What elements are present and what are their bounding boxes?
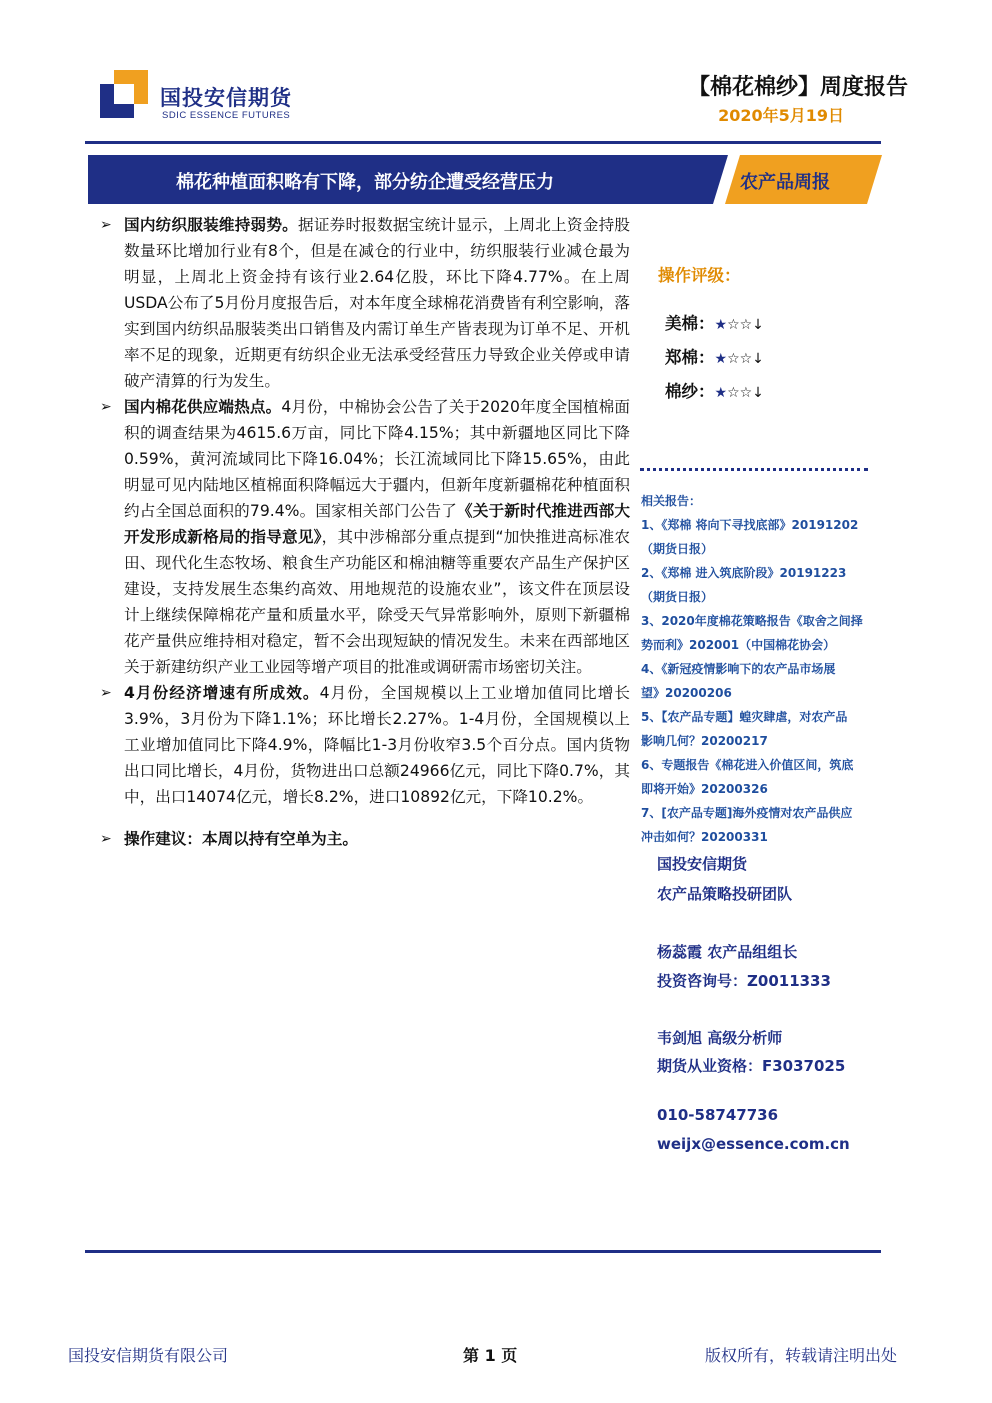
analyst-1-name: 杨蕊霞 农产品组组长 [657,943,798,961]
contact-email[interactable]: weijx@essence.com.cn [657,1135,850,1153]
related-report-source: 冲击如何？20200331 [641,830,768,844]
main-content [100,212,630,852]
footer-divider [85,1250,881,1253]
rating-stars [715,351,764,367]
paragraph-body-cont: ，其中涉棉部分重点提到“加快推进高标准农田、现代化生态牧场、粮食生产功能区和棉油糖等重要农产品生产保护区建设，支持发展生态集约高效、用地规范的设施农业”，该文件在顶层设计上继续保障棉花产量和质量水平，除受天气异常影响外，原则下新疆棉花产量供应维持相对稳定，暂不会出现短缺的情况发生。未来在西部地区关于新建纺织产业工业园等增产项目的批准或调研需市场密切关注。 [124,528,630,676]
rating-title: 操作评级： [658,266,741,285]
paragraph-body: 4月份，全国规模以上工业增加值同比增长3.9%，3月份为下降1.1%；环比增长2.27%。1-4月份，全国规模以上工业增加值同比下降4.9%，降幅比1-3月份收窄3.5个百分点。国内货物出口同比增长，4月份，货物进出口总额24966亿元，同比下降0.7%，其中，出口14074亿元，增长8.2%，进口10892亿元，下降10.2%。 [124,684,631,806]
related-report-link[interactable]: 5、【农产品专题】蝗灾肆虐，对农产品 [641,710,848,724]
trend-down-icon: ↓ [752,385,764,401]
analyst-2-name: 韦剑旭 高级分析师 [657,1029,783,1047]
trend-down-icon: ↓ [752,317,764,333]
related-reports [641,489,886,849]
paragraph-supply [100,394,630,680]
rating-zheng-cotton [665,344,764,368]
trend-down-icon: ↓ [752,351,764,367]
related-report-link[interactable]: 3、2020年度棉花策略报告《取舍之间择 [641,614,863,628]
logo-mark-icon [100,70,148,118]
star-empty-icon: ☆☆ [727,385,753,401]
rating-stars [715,317,764,333]
paragraph-heading: 国内纺织服装维持弱势。 [124,216,299,234]
star-empty-icon: ☆☆ [727,351,753,367]
rating-label: 郑棉： [665,348,715,367]
bullet-arrow-icon: ➢ [100,831,112,847]
related-report-source: 势而利》202001（中国棉花协会） [641,638,836,652]
rating-stars [715,385,764,401]
paragraph-textile [100,212,630,394]
analyst-1-license: 投资咨询号：Z0011333 [657,972,831,990]
header-divider [85,141,881,144]
rating-us-cotton [665,310,764,334]
related-report-link[interactable]: 7、[农产品专题]海外疫情对农产品供应 [641,806,853,820]
logo-name-en: SDIC ESSENCE FUTURES [162,110,291,121]
paragraph-body: 4月份，中棉协会公告了关于2020年度全国植棉面积的调查结果为4615.6万亩，同比下降4.15%；其中新疆地区同比下降0.59%，黄河流域同比下降16.04%；长江流域同比下降15.65%，由此明显可见内陆地区植棉面积降幅远大于疆内，但新年度新疆棉花种植面积约占全国总面积的79.4%。国家相关部门公告了 [124,398,630,520]
related-report-link[interactable]: 6、专题报告《棉花进入价值区间，筑底 [641,758,854,772]
policy-document-title: 《关于新时代推进西部大开发形成新格局的指导意见》 [124,502,630,546]
related-report-link[interactable]: 4、《新冠疫情影响下的农产品市场展 [641,662,836,676]
related-report-source: 影响几何？20200217 [641,734,768,748]
related-report-source: 望》20200206 [641,686,732,700]
title-banner [88,155,882,204]
dotted-divider [640,468,868,471]
related-report-link[interactable]: 2、《郑棉 进入筑底阶段》20191223 [641,566,847,580]
star-full-icon: ★ [714,351,728,367]
paragraph-body: 本周以持有空单为主。 [201,830,358,848]
rating-cotton-yarn [665,378,764,402]
star-full-icon: ★ [714,385,728,401]
bullet-arrow-icon: ➢ [100,217,112,233]
paragraph-economy [100,680,630,810]
paragraph-heading: 操作建议： [124,830,202,848]
logo-name-cn: 国投安信期货 [160,86,292,110]
banner-title: 棉花种植面积略有下降，部分纺企遭受经营压力 [176,172,554,193]
banner-tag: 农产品周报 [740,172,830,193]
paragraph-heading: 4月份经济增速有所成效。 [124,684,320,702]
related-report-source: （期货日报） [641,542,714,556]
analyst-2-license: 期货从业资格：F3037025 [657,1057,846,1075]
page-number: 第 1 页 [463,1346,518,1365]
rating-label: 棉纱： [665,382,715,401]
related-report-link[interactable]: 1、《郑棉 将向下寻找底部》20191202 [641,518,859,532]
related-title: 相关报告： [641,494,702,508]
bullet-arrow-icon: ➢ [100,399,112,415]
rating-label: 美棉： [665,314,715,333]
star-full-icon: ★ [714,317,728,333]
paragraph-advice [100,826,630,852]
related-report-source: 即将开始》20200326 [641,782,768,796]
footer-company: 国投安信期货有限公司 [68,1346,229,1365]
footer-copyright: 版权所有，转载请注明出处 [705,1346,898,1365]
team-company: 国投安信期货 [657,855,748,873]
paragraph-body: 据证券时报数据宝统计显示，上周北上资金持股数量环比增加行业有8个，但是在减仓的行业中，纺织服装行业减仓最为明显，上周北上资金持有该行业2.64亿股，环比下降4.77%。在上周USDA公布了5月份月度报告后，对本年度全球棉花消费皆有利空影响，落实到国内纺织品服装类出口销售及内需订单生产皆表现为订单不足、开机率不足的现象，近期更有纺织企业无法承受经营压力导致企业关停或申请破产清算的行为发生。 [124,216,630,390]
report-date: 2020年5月19日 [718,106,844,125]
company-logo [100,70,310,130]
report-type: 【棉花棉纱】周度报告 [687,75,908,100]
bullet-arrow-icon: ➢ [100,685,112,701]
team-name: 农产品策略投研团队 [657,885,793,903]
paragraph-heading: 国内棉花供应端热点。 [124,398,282,416]
contact-phone: 010-58747736 [657,1106,779,1124]
related-report-source: （期货日报） [641,590,714,604]
star-empty-icon: ☆☆ [727,317,753,333]
